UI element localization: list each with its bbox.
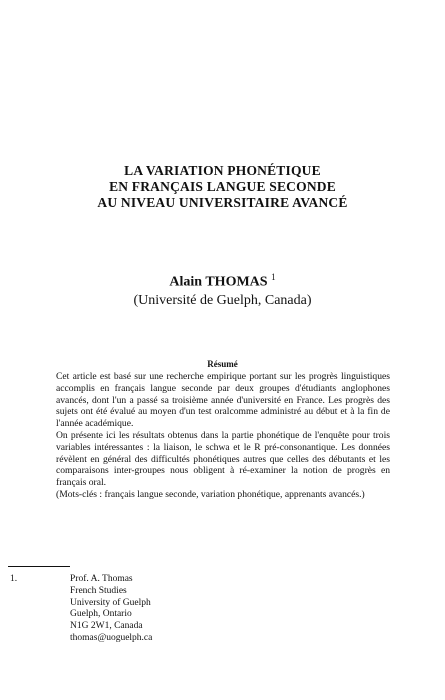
author-block: [60, 268, 385, 310]
author-affiliation: (Université de Guelph, Canada): [133, 292, 312, 308]
footnote-number: 1.: [10, 574, 18, 584]
footnote-line: N1G 2W1, Canada: [70, 621, 143, 632]
footnote-address: [70, 574, 152, 645]
footnote-line: Guelph, Ontario: [70, 609, 132, 620]
abstract-paragraph-2: On présente ici les résultats obtenus dans la partie phonétique de l'enquête pour trois variables intéressantes : la liaison, le schwa et le R pré-consonantique. Les données révèlent en général des difficultés phonétiques autres que celles des débutants et les comparaisons inter-groupes nous obligent à ré-examiner la notion de progrès en français oral.: [56, 429, 390, 489]
abstract-heading: Résumé: [207, 359, 238, 369]
title-line-3: AU NIVEAU UNIVERSITAIRE AVANCÉ: [97, 195, 348, 210]
footnote-line: University of Guelph: [70, 597, 151, 608]
footnote-line: Prof. A. Thomas: [70, 574, 133, 584]
abstract-body: [56, 371, 390, 501]
footnote-line: thomas@uoguelph.ca: [70, 632, 153, 643]
title-line-1: LA VARIATION PHONÉTIQUE: [124, 163, 321, 178]
author-name: Alain THOMAS: [169, 274, 268, 290]
author-footnote-mark: 1: [271, 272, 276, 282]
footnote-divider: [8, 566, 70, 567]
paper-title: [60, 163, 385, 211]
abstract-paragraph-1: Cet article est basé sur une recherche empirique portant sur les progrès linguistiques accomplis en français langue seconde par deux groupes d'étudiants anglophones avancés, dont l'un a passé sa troisième année d'université en France. Les progrès des sujets ont été évalué au moyen d'un test oralcomme administré au début et à la fin de l'année académique.: [56, 371, 390, 430]
abstract-keywords: (Mots-clés : français langue seconde, variation phonétique, apprenants avancés.): [56, 488, 365, 500]
title-line-2: EN FRANÇAIS LANGUE SECONDE: [109, 179, 336, 194]
author-name-line: [60, 268, 385, 292]
footnote-line: French Studies: [70, 585, 127, 596]
